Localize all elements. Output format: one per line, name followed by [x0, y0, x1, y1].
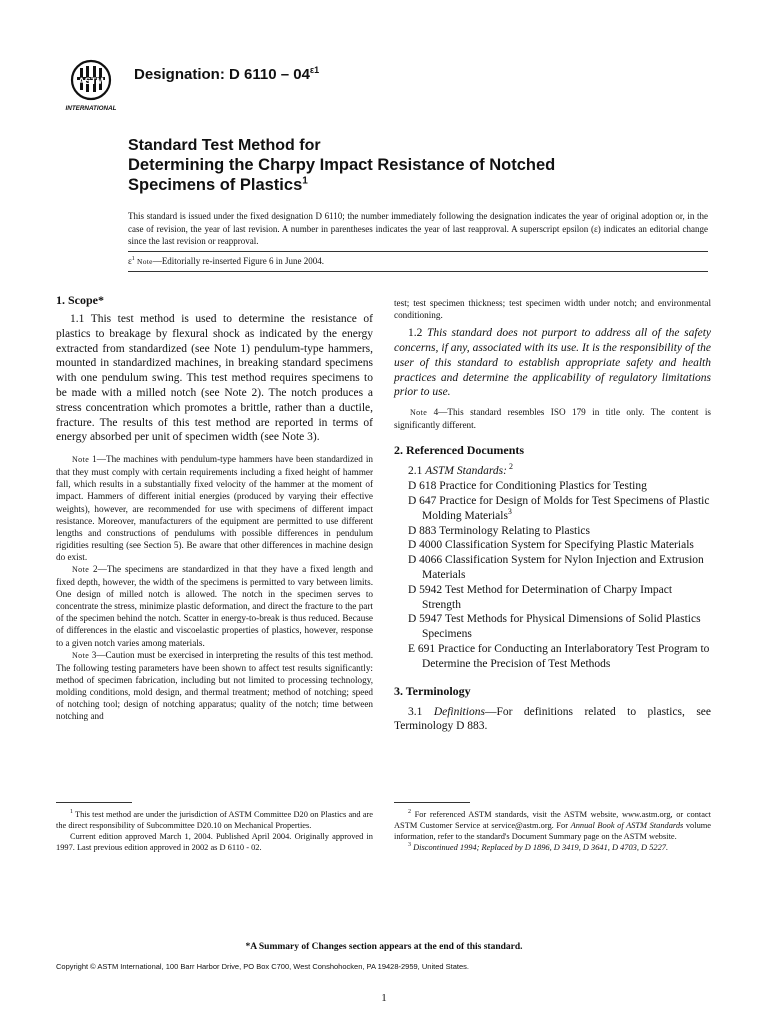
footnote-divider-left [56, 802, 132, 803]
document-title [128, 136, 688, 195]
reference-text: D 5947 Test Methods for Physical Dimensions of Solid Plastics Specimens [408, 613, 701, 641]
divider-top [128, 251, 708, 252]
footnote-2-3 [394, 809, 711, 853]
title-line-2: Determining the Charpy Impact Resistance of Notched [128, 156, 556, 174]
footnote-1 [56, 809, 373, 853]
reference-item [394, 583, 711, 613]
reference-item [394, 553, 711, 583]
paragraph-number: 3.1 [408, 705, 434, 718]
note-label: Note [410, 408, 428, 418]
page-number: 1 [381, 992, 387, 1004]
title-line-1: Standard Test Method for [128, 137, 321, 154]
reference-text: D 647 Practice for Design of Molds for Test Specimens of Plastic Molding Materials [408, 494, 710, 522]
footnote-2-mark: 2 [408, 809, 411, 816]
reference-text: E 691 Practice for Conducting an Interlaboratory Test Program to Determine the Precision of Test Methods [408, 642, 710, 670]
title-line-3 [128, 175, 688, 195]
reference-text: D 4000 Classification System for Specifying Plastic Materials [408, 539, 694, 552]
reference-item [394, 494, 711, 524]
definitions-text: —For definitions related to plastics, see Terminology D 883. [394, 705, 712, 733]
footnote-divider-right [394, 802, 470, 803]
referenced-documents-heading: 2. Referenced Documents [394, 443, 525, 458]
editorial-note [128, 256, 708, 266]
note-label: Note [72, 650, 90, 660]
definitions-label: Definitions [433, 705, 485, 718]
footnote-2-text-b: volume information, refer to the standard's Document Summary page on the ASTM website. [394, 821, 711, 841]
issuance-statement: This standard is issued under the fixed designation D 6110; the number immediately following the designation indicates the year of original adoption or, in the case of revision, the year of last revision. A number in parentheses indicates the year of last reapproval. A superscript epsilon (ε) indicates an editorial change since the last revision or reapproval. [128, 211, 708, 246]
reference-item [394, 479, 711, 494]
reference-text: D 883 Terminology Relating to Plastics [408, 524, 591, 537]
scope-heading: 1. Scope* [56, 293, 104, 307]
reference-text: D 618 Practice for Conditioning Plastics for Testing [408, 480, 647, 493]
footnote-3-mark: 3 [408, 842, 411, 849]
note-1-text: 1—The machines with pendulum-type hammers have been standardized in that they must comply with certain requirements including a fixed height of hammer fall, which results in a substantially fixed velocity of the hammer at the moment of impact. Hammers of different initial energies (produced by varying their effective weights), however, are recommended for use with specimens of different impact resistance. Moreover, manufacturers of the equipment are permitted to use different lengths and constructions of pendulums with possible differences in pendulum rigidities resulting (see Section 5). Be aware that other differences in machine design do exist. [56, 454, 373, 562]
reference-footnote-mark: 3 [507, 506, 512, 516]
note-3 [56, 649, 373, 723]
designation-text: Designation: D 6110 – 04 [134, 66, 310, 83]
paragraph-1-2-text: This standard does not purport to address all of the safety concerns, if any, associated with its use. It is the responsibility of the user of this standard to establish appropriate safety and health practices and determine the applicability of regulatory limitations prior to use. [394, 327, 711, 399]
editorial-note-text: —Editorially re-inserted Figure 6 in June 2004. [152, 256, 325, 266]
reference-item [394, 524, 711, 539]
left-column [56, 293, 373, 722]
paragraph-number: 2.1 [408, 465, 426, 478]
paragraph-1-1: 1.1 This test method is used to determine the resistance of plastics to breakage by flexural shock as indicated by the energy extracted from standardized (see Note 1) pendulum-type hammers, mounted in standardized machines, in breaking standard specimens with one pendulum swing. This test method requires specimens to be made with a milled notch (see Note 2). The notch produces a stress concentration which promotes a brittle, rather than a ductile, fracture. The results of this test method are reported in terms of energy absorbed per unit of specimen width (see Note 3). [56, 313, 373, 444]
footnote-1-text-a: This test method are under the jurisdiction of ASTM Committee D20 on Plastics and are the direct responsibility of Subcommittee D20.10 on Mechanical Properties. [56, 810, 373, 830]
divider-bottom [128, 271, 708, 272]
right-column [394, 297, 711, 734]
note-4 [394, 406, 711, 431]
designation [134, 66, 319, 83]
note-3-text: 3—Caution must be exercised in interpreting the results of this test method. The following testing parameters have been shown to affect test results significantly: method of specimen fabrication, including but not limited to processing technology, molding conditions, mold design, and thermal treatment; method of notching; speed of notching tool; design of notching apparatus; quality of the notch; time between notching and [56, 649, 373, 722]
footnote-1-mark: 1 [70, 809, 73, 816]
paragraph-number: 1.2 [408, 327, 428, 340]
note-2 [56, 563, 373, 649]
reference-text: D 4066 Classification System for Nylon Injection and Extrusion Materials [408, 554, 704, 581]
paragraph-3-1 [394, 705, 711, 735]
note-1 [56, 453, 373, 563]
reference-item [394, 612, 711, 642]
reference-item [394, 642, 711, 672]
logo-text: ASTM [78, 76, 104, 86]
note-4-text: 4—This standard resembles ISO 179 in title only. The content is significantly different. [394, 407, 711, 431]
footnote-2-text-a: For referenced ASTM standards, visit the ASTM website, www.astm.org, or contact ASTM Customer Service at service@astm.org. For [394, 810, 711, 830]
logo-subtext: INTERNATIONAL [65, 105, 117, 112]
title-footnote-mark: 1 [302, 175, 308, 187]
footnote-2-italic: Annual Book of ASTM Standards [570, 821, 684, 830]
note-label: Note [137, 257, 153, 266]
footnote-3-text: Discontinued 1994; Replaced by D 1896, D 3419, D 3641, D 4703, D 5227. [411, 843, 669, 852]
epsilon-mark: ε [128, 256, 132, 266]
note-label: Note [72, 565, 90, 575]
reference-item [394, 538, 711, 553]
reference-text: D 5942 Test Method for Determination of Charpy Impact Strength [408, 583, 673, 611]
note-2-text: 2—The specimens are standardized in that they have a fixed length and fixed depth, however, the width of the specimens is permitted to vary between limits. One design of milled notch is allowed. The notch in the specimen serves to concentrate the stress, minimize plastic deformation, and direct the fracture to the part of the specimen behind the notch. Scatter in energy-to-break is thus reduced. Because of differences in the elastic and viscoelastic properties of plastics, however, response to a given notch varies among materials. [56, 564, 373, 648]
title-line-3-text: Specimens of Plastics [128, 176, 303, 194]
astm-standards-line [394, 464, 711, 479]
copyright: Copyright © ASTM International, 100 Barr Harbor Drive, PO Box C700, West Conshohocken, PA 19428-2959, United States. [56, 962, 469, 971]
epsilon-sup: 1 [131, 256, 135, 262]
astm-logo [60, 56, 122, 114]
footnote-1-text-b: Current edition approved March 1, 2004. Published April 2004. Originally approved in 1997. Last previous edition approved in 2002 as D 6110 - 02. [56, 832, 373, 852]
designation-superscript: ε1 [309, 65, 320, 75]
note-3-continued: test; test specimen thickness; test specimen width under notch; and environmental conditioning. [394, 298, 711, 321]
paragraph-1-2 [394, 326, 711, 400]
summary-note: *A Summary of Changes section appears at the end of this standard. [245, 942, 523, 952]
references-list [394, 479, 711, 671]
terminology-heading: 3. Terminology [394, 683, 471, 698]
astm-standards-label: ASTM Standards: [425, 465, 507, 478]
note-label: Note [72, 455, 90, 465]
astm-standards-sup: 2 [506, 462, 513, 472]
